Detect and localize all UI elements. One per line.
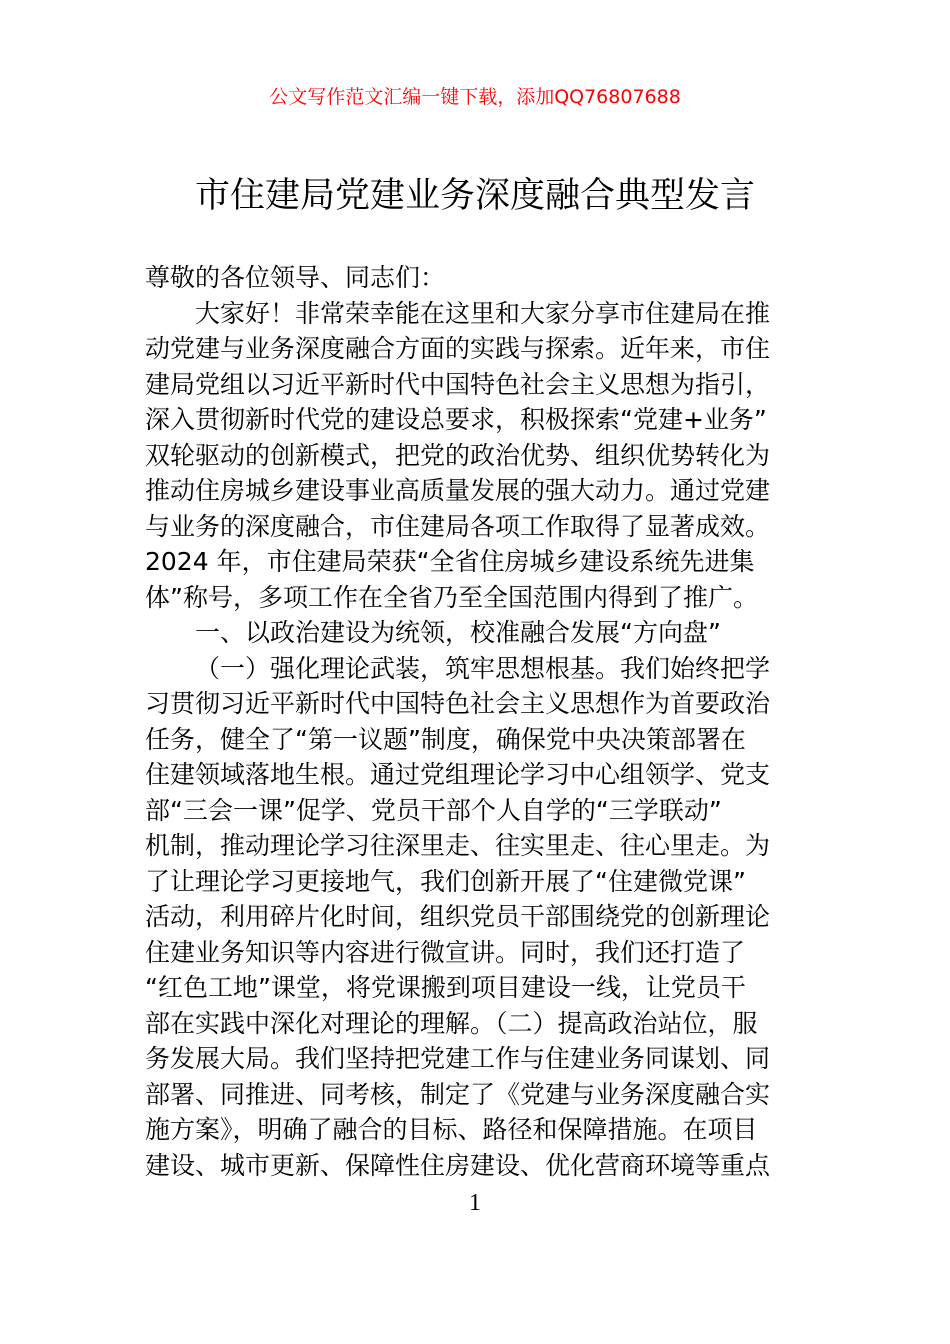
document-body: [145, 260, 815, 1183]
paragraph-line: 深入贯彻新时代党的建设总要求，积极探索“党建+业务”: [145, 405, 767, 434]
paragraph-line: 建设、城市更新、保障性住房建设、优化营商环境等重点: [145, 1150, 771, 1180]
paragraph-line: 与业务的深度融合，市住建局各项工作取得了显著成效。: [145, 511, 771, 541]
paragraph-line: 大家好！非常荣幸能在这里和大家分享市住建局在推: [195, 298, 771, 328]
paragraph-line: 部署、同推进、同考核，制定了《党建与业务深度融合实: [145, 1079, 771, 1109]
paragraph-line: 习贯彻习近平新时代中国特色社会主义思想作为首要政治: [145, 689, 771, 718]
paragraph-line: 活动，利用碎片化时间，组织党员干部围绕党的创新理论: [145, 902, 771, 931]
paragraph-line: 了让理论学习更接地气，我们创新开展了“住建微党课”: [145, 866, 746, 896]
paragraph-line: 施方案》，明确了融合的目标、路径和保障措施。在项目: [145, 1115, 758, 1144]
paragraph-line: 动党建与业务深度融合方面的实践与探索。近年来，市住: [145, 334, 771, 363]
paragraph-line: “红色工地”课堂，将党课搬到项目建设一线，让党员干: [145, 973, 746, 1002]
paragraph-line: 任务，健全了“第一议题”制度，确保党中央决策部署在: [145, 724, 746, 754]
paragraph-line: （一）强化理论武装，筑牢思想根基。我们始终把学: [195, 653, 771, 683]
paragraph-line: 部在实践中深化对理论的理解。（二）提高政治站位，服: [145, 1008, 758, 1038]
paragraph-line: 务发展大局。我们坚持把党建工作与住建业务同谋划、同: [145, 1044, 771, 1073]
paragraph-line: 2024 年，市住建局荣获“全省住房城乡建设系统先进集: [145, 547, 755, 576]
paragraph-line: 体”称号，多项工作在全省乃至全国范围内得到了推广。: [145, 582, 758, 612]
paragraph-line: 推动住房城乡建设事业高质量发展的强大动力。通过党建: [145, 476, 771, 505]
paragraph-line: 住建业务知识等内容进行微宣讲。同时，我们还打造了: [145, 937, 746, 967]
page-title: 市住建局党建业务深度融合典型发言: [194, 176, 755, 216]
paragraph-line: 机制，推动理论学习往深里走、往实里走、往心里走。为: [145, 831, 771, 860]
header-note: 公文写作范文汇编一键下载，添加QQ76807688: [269, 86, 681, 108]
page-number: 1: [469, 1190, 481, 1216]
section-heading: 一、以政治建设为统领，校准融合发展“方向盘”: [195, 618, 721, 647]
salutation: 尊敬的各位领导、同志们：: [145, 263, 446, 292]
paragraph-line: 建局党组以习近平新时代中国特色社会主义思想为指引，: [145, 369, 771, 399]
paragraph-line: 双轮驱动的创新模式，把党的政治优势、组织优势转化为: [145, 440, 771, 470]
paragraph-line: 住建领域落地生根。通过党组理论学习中心组领学、党支: [145, 760, 771, 789]
paragraph-line: 部“三会一课”促学、党员干部个人自学的“三学联动”: [145, 795, 722, 825]
